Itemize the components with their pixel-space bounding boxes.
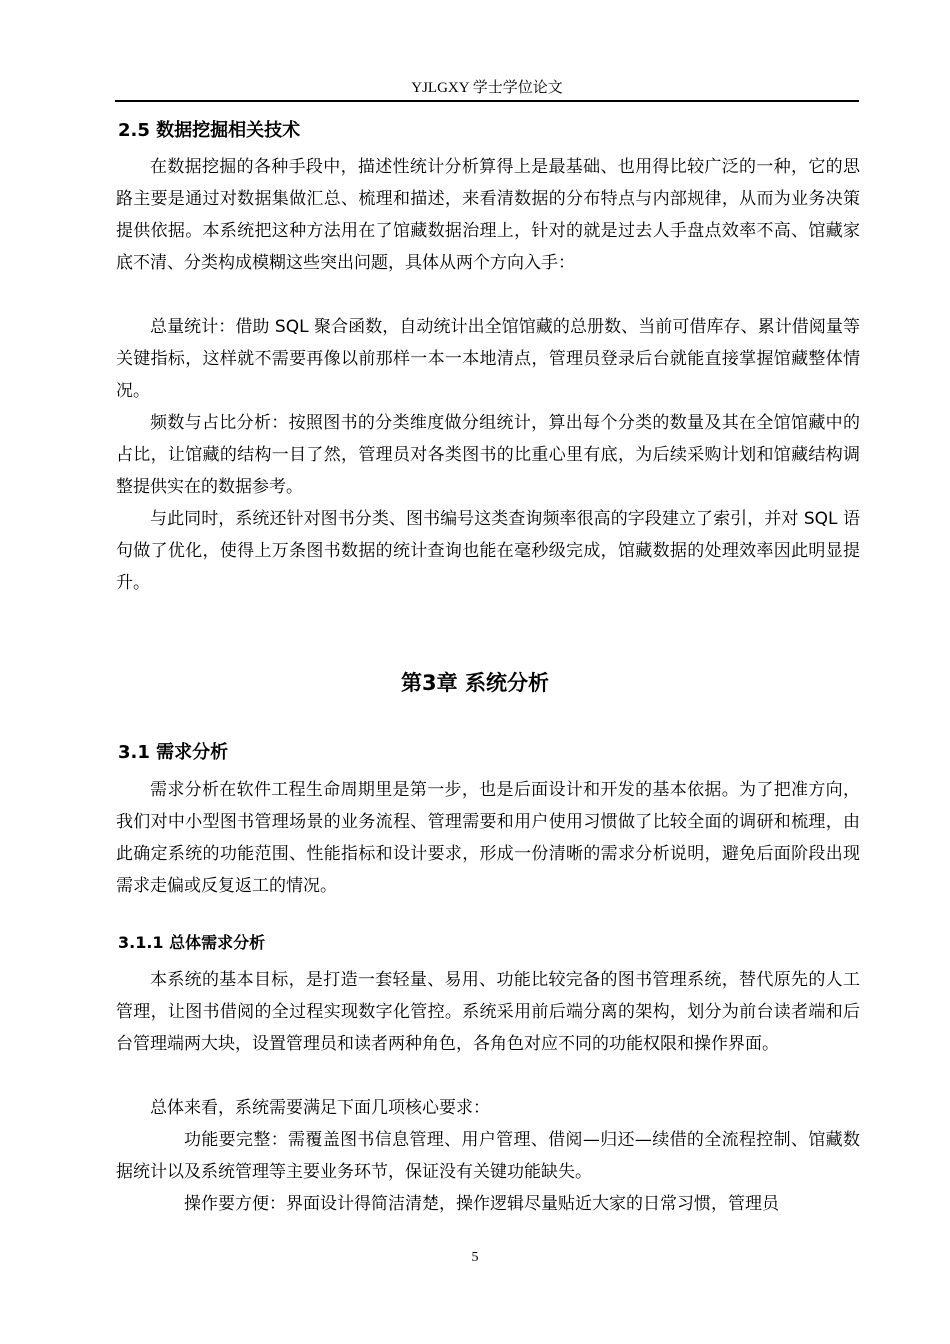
paragraph: 功能要完整：需覆盖图书信息管理、用户管理、借阅—归还—续借的全流程控制、馆藏数据统计以及系统管理等主要业务环节，保证没有关键功能缺失。 [116, 1130, 860, 1182]
paragraph: 在数据挖掘的各种手段中，描述性统计分析算得上是最基础、也用得比较广泛的一种，它的思路主要是通过对数据集做汇总、梳理和描述，来看清数据的分布特点与内部规律，从而为业务决策提供依据。本系统把这种方法用在了馆藏数据治理上，针对的就是过去人手盘点效率不高、馆藏家底不清、分类构成模糊这些突出问题，具体从两个方向入手： [116, 157, 860, 273]
page-number: 5 [471, 1250, 479, 1265]
paragraph: 本系统的基本目标，是打造一套轻量、易用、功能比较完备的图书管理系统，替代原先的人工管理，让图书借阅的全过程实现数字化管控。系统采用前后端分离的架构，划分为前台读者端和后台管理端两大块，设置管理员和读者两种角色，各角色对应不同的功能权限和操作界面。 [116, 970, 860, 1054]
chapter-heading: 第3章 系统分析 [401, 671, 549, 695]
paragraph: 与此同时，系统还针对图书分类、图书编号这类查询频率很高的字段建立了索引，并对 SQL 语句做了优化，使得上万条图书数据的统计查询也能在毫秒级完成，馆藏数据的处理效率因此明显提升。 [116, 509, 860, 593]
running-header: YJLGXY 学士学位论文 [411, 80, 563, 96]
section-heading-2-5: 2.5 数据挖掘相关技术 [118, 120, 301, 141]
paragraph: 总量统计：借助 SQL 聚合函数，自动统计出全馆馆藏的总册数、当前可借库存、累计借阅量等关键指标，这样就不需要再像以前那样一本一本地清点，管理员登录后台就能直接掌握馆藏整体情况。 [116, 317, 860, 401]
paragraph: 总体来看，系统需要满足下面几项核心要求： [150, 1098, 490, 1118]
paragraph: 需求分析在软件工程生命周期里是第一步，也是后面设计和开发的基本依据。为了把准方向，我们对中小型图书管理场景的业务流程、管理需要和用户使用习惯做了比较全面的调研和梳理，由此确定系统的功能范围、性能指标和设计要求，形成一份清晰的需求分析说明，避免后面阶段出现需求走偏或反复返工的情况。 [116, 780, 860, 896]
section-heading-3-1: 3.1 需求分析 [118, 742, 229, 763]
subsection-heading-3-1-1: 3.1.1 总体需求分析 [118, 933, 266, 952]
header-rule [115, 100, 859, 102]
paragraph: 频数与占比分析：按照图书的分类维度做分组统计，算出每个分类的数量及其在全馆馆藏中的占比，让馆藏的结构一目了然，管理员对各类图书的比重心里有底，为后续采购计划和馆藏结构调整提供实在的数据参考。 [116, 413, 860, 497]
paragraph: 操作要方便：界面设计得简洁清楚，操作逻辑尽量贴近大家的日常习惯，管理员 [184, 1194, 779, 1214]
